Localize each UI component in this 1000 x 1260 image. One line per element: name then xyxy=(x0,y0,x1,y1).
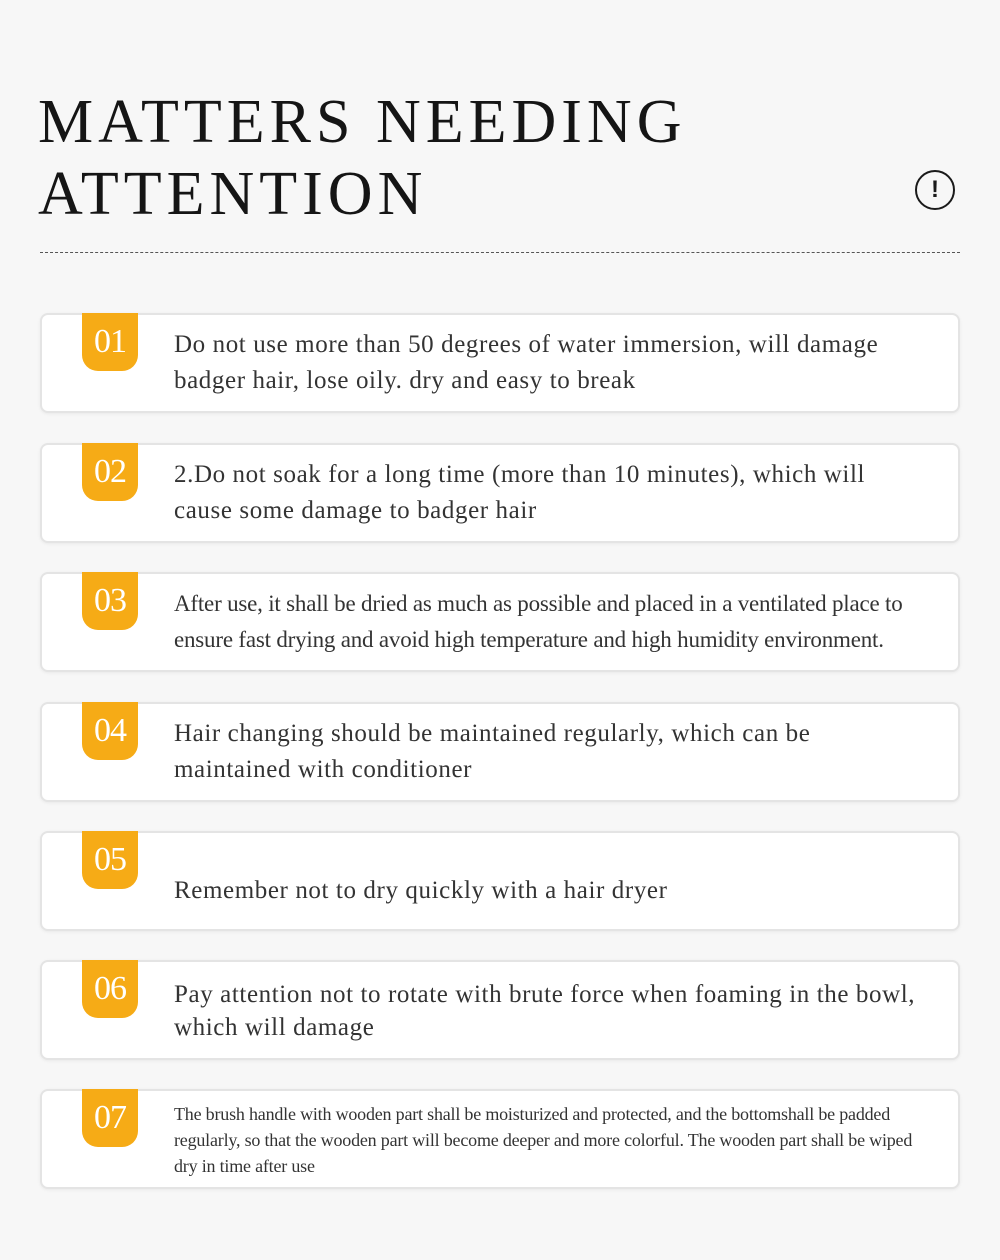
number-badge: 05 xyxy=(82,831,138,889)
number-badge: 06 xyxy=(82,960,138,1018)
notice-text: After use, it shall be dried as much as possible and placed in a ventilated place to ensure fast drying and avoid high temperature and high humidity environment. xyxy=(174,591,903,652)
notice-card-5 xyxy=(40,831,960,931)
number-badge: 07 xyxy=(82,1089,138,1147)
notice-card-7 xyxy=(40,1089,960,1189)
title-line-1: MATTERS NEEDING xyxy=(38,88,687,156)
notice-card-6 xyxy=(40,960,960,1060)
notice-text: Do not use more than 50 degrees of water immersion, will damage badger hair, lose oily. dry and easy to break xyxy=(174,331,879,394)
notice-card-1 xyxy=(40,313,960,413)
number-badge: 04 xyxy=(82,702,138,760)
notice-text: 2.Do not soak for a long time (more than 10 minutes), which will cause some damage to badger hair xyxy=(174,461,866,524)
notice-text: The brush handle with wooden part shall be moisturized and protected, and the bottomshall be padded regularly, so that the wooden part will become deeper and more colorful. The wooden part shall be wiped dry in time after use xyxy=(174,1104,913,1176)
exclamation-circle-icon: ! xyxy=(915,170,955,210)
page-title xyxy=(38,86,686,230)
number-badge: 02 xyxy=(82,443,138,501)
notice-card-4 xyxy=(40,702,960,802)
notice-text: Remember not to dry quickly with a hair dryer xyxy=(174,877,668,904)
title-line-2: ATTENTION xyxy=(38,160,428,228)
notice-text: Pay attention not to rotate with brute force when foaming in the bowl, which will damage xyxy=(174,981,916,1041)
number-badge: 03 xyxy=(82,572,138,630)
notice-card-3 xyxy=(40,572,960,672)
dashed-divider xyxy=(40,252,960,253)
number-badge: 01 xyxy=(82,313,138,371)
notice-card-2 xyxy=(40,443,960,543)
notice-text: Hair changing should be maintained regularly, which can be maintained with conditioner xyxy=(174,720,811,783)
